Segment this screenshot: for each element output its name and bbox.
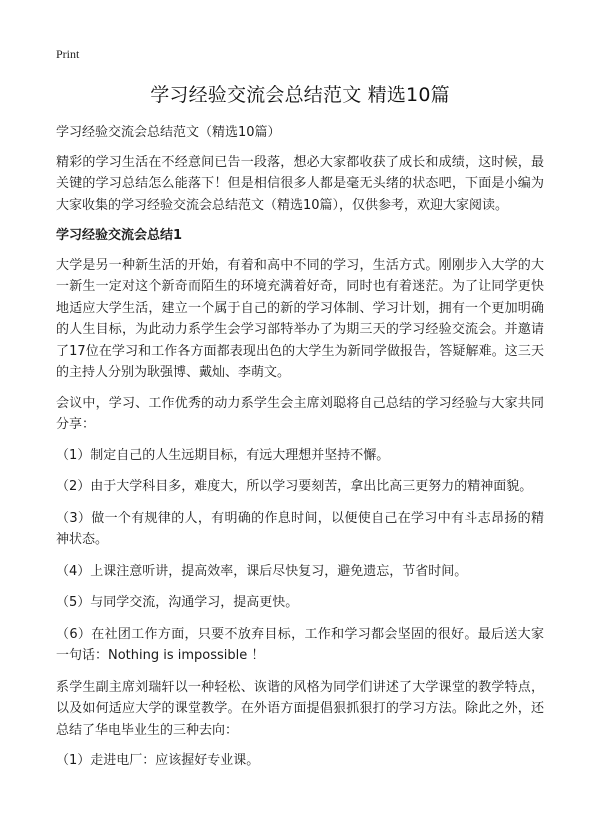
list-item: （2）由于大学科目多，难度大，所以学习要刻苦，拿出比高三更努力的精神面貌。	[56, 479, 533, 494]
paragraph: （1）走进电厂：应该握好专业课。	[56, 753, 260, 768]
document-body	[56, 122, 544, 781]
section-heading: 学习经验交流会总结1	[56, 228, 183, 243]
intro-paragraph: 精彩的学习生活在不经意间已告一段落，想必大家都收获了成长和成绩，这时候，最关键的学习总结怎么能落下！但是相信很多人都是毫无头绪的状态吧，下面是小编为大家收集的学习经验交流会总结范文（精选10篇），仅供参考，欢迎大家阅读。	[56, 154, 544, 213]
paragraph: 大学是另一种新生活的开始，有着和高中不同的学习，生活方式。刚刚步入大学的大一新生一定对这个新奇而陌生的环境充满着好奇，同时也有着迷茫。为了让同学更快地适应大学生活，建立一个属于自己的新的学习体制、学习计划，拥有一个更加明确的人生目标，为此动力系学生会学习部特举办了为期三天的学习经验交流会。并邀请了17位在学习和工作各方面都表现出色的大学生为新同学做报告，答疑解难。这三天的主持人分别为耿强博、戴灿、李萌文。	[56, 257, 544, 380]
page-title: 学习经验交流会总结范文 精选10篇	[150, 84, 450, 106]
list-item: （6）在社团工作方面，只要不放弃目标，工作和学习都会坚固的很好。最后送大家一句话：Nothing is impossible ！	[56, 626, 544, 663]
print-label[interactable]: Print	[56, 47, 80, 61]
document-subtitle: 学习经验交流会总结范文（精选10篇）	[56, 125, 281, 140]
list-item: （1）制定自己的人生远期目标，有远大理想并坚持不懈。	[56, 447, 390, 463]
list-item: （4）上课注意听讲，提高效率，课后尽快复习，避免遗忘，节省时间。	[56, 563, 468, 579]
list-item: （5）与同学交流，沟通学习，提高更快。	[56, 595, 299, 610]
list-item: （3）做一个有规律的人，有明确的作息时间，以便使自己在学习中有斗志昂扬的精神状态。	[56, 510, 544, 547]
paragraph: 系学生副主席刘瑞轩以一种轻松、诙谐的风格为同学们讲述了大学课堂的教学特点，以及如何适应大学的课堂教学。在外语方面提倡狠抓狠打的学习方法。除此之外，还总结了华电毕业生的三种去向：	[56, 679, 544, 738]
paragraph: 会议中，学习、工作优秀的动力系学生会主席刘聪将自己总结的学习经验与大家共同分享：	[56, 395, 544, 432]
